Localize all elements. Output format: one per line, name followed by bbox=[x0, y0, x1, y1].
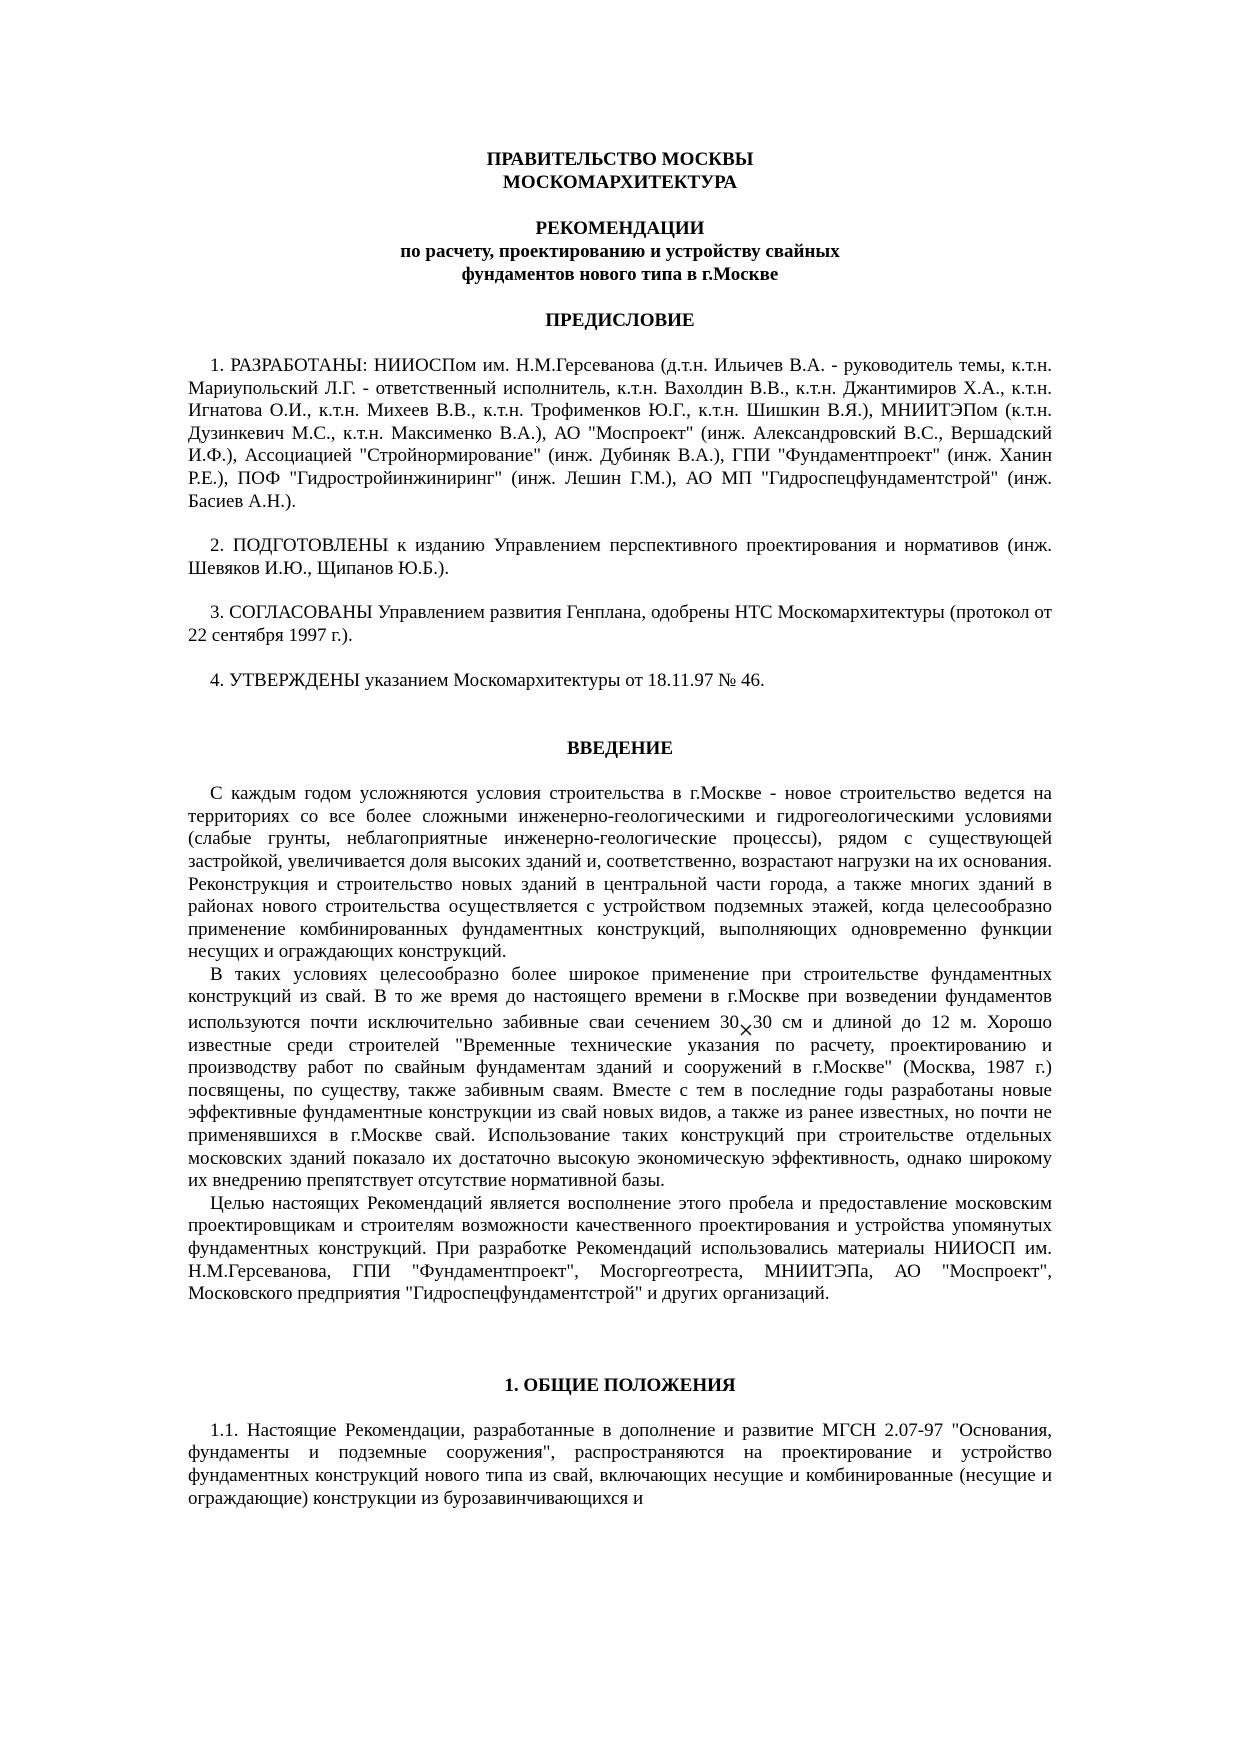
introduction-paragraph-1: С каждым годом усложняются условия строительства в г.Москве - новое строительство ведется на территориях со все более сложными инженерно-геологическими и гидрогеологическими условиями (слабые грунты, неблагоприятные инженерно-геологические процессы), рядом с существующей застройкой, увеличивается доля высоких зданий и, соответственно, возрастают нагрузки на их основания. Реконструкция и строительство новых зданий в центральной части города, а также многих зданий в районах нового строительства осуществляется с устройством подземных этажей, когда целесообразно применение комбинированных фундаментных конструкций, выполняющих одновременно функции несущих и ограждающих конструкций. bbox=[188, 783, 1052, 963]
agency-line: МОСКОМАРХИТЕКТУРА bbox=[502, 172, 738, 193]
document-title-block bbox=[188, 217, 1052, 286]
document-subtitle-line2: фундаментов нового типа в г.Москве bbox=[461, 264, 779, 285]
document-title: РЕКОМЕНДАЦИИ bbox=[535, 218, 705, 239]
foreword-paragraph-1: 1. РАЗРАБОТАНЫ: НИИОСПом им. Н.М.Герсеванова (д.т.н. Ильичев В.А. - руководитель темы, к.т.н. Мариупольский Л.Г. - ответственный исполнитель, к.т.н. Вахолдин В.В., к.т.н. Джантимиров Х.А., к.т.н. Игнатова О.И., к.т.н. Михеев В.В., к.т.н. Трофименков Ю.Г., к.т.н. Шишкин В.Я.), МНИИТЭПом (к.т.н. Дузинкевич М.С., к.т.н. Максименко В.А.), АО "Моспроект" (инж. Александровский В.С., Вершадский И.Ф.), Ассоциацией "Стройнормирование" (инж. Дубиняк В.А.), ГПИ "Фундаментпроект" (инж. Ханин Р.Е.), ПОФ "Гидростройинжиниринг" (инж. Лешин Г.М.), АО МП "Гидроспецфундаментстрой" (инж. Басиев А.Н.). bbox=[188, 355, 1052, 512]
introduction-heading: ВВЕДЕНИЕ bbox=[567, 738, 673, 760]
foreword-paragraph-2: 2. ПОДГОТОВЛЕНЫ к изданию Управлением перспективного проектирования и нормативов (инж. Шевяков И.Ю., Щипанов Ю.Б.). bbox=[188, 535, 1052, 579]
document-header bbox=[188, 148, 1052, 194]
government-line: ПРАВИТЕЛЬСТВО МОСКВЫ bbox=[486, 149, 754, 170]
introduction-paragraph-2 bbox=[188, 964, 1052, 1193]
introduction-paragraph-2-end: 30 см и длиной до 12 м. Хорошо известные среди строителей "Временные технические указания по расчету, проектированию и производству работ по свайным фундаментам зданий и сооружений в г.Москве" (Москва, 1987 г.) посвящены, по существу, также забивным сваям. Вместе с тем в последние годы разработаны новые эффективные фундаментные конструкции из свай новых видов, а также из ранее известных, но почти не применявшихся в г.Москве свай. Использование таких конструкций при строительстве отдельных московских зданий показало их достаточно высокую экономическую эффективность, однако широкому их внедрению препятствует отсутствие нормативной базы. bbox=[188, 1012, 1052, 1192]
foreword-heading: ПРЕДИСЛОВИЕ bbox=[545, 310, 695, 331]
foreword-paragraph-3: 3. СОГЛАСОВАНЫ Управлением развития Генплана, одобрены НТС Москомархитектуры (протокол от 22 сентября 1997 г.). bbox=[188, 602, 1052, 646]
introduction-paragraph-2-start: В таких условиях целесообразно более широкое применение при строительстве фундаментных конструкций из свай. В то же время до настоящего времени в г.Москве при возведении фундаментов используются почти исключительно забивные сваи сечением 30 bbox=[188, 963, 1052, 1034]
document-subtitle-line1: по расчету, проектированию и устройству свайных bbox=[400, 241, 840, 262]
document-page bbox=[188, 148, 1052, 1510]
section-1-heading: 1. ОБЩИЕ ПОЛОЖЕНИЯ bbox=[504, 1374, 736, 1396]
foreword-paragraph-4: 4. УТВЕРЖДЕНЫ указанием Москомархитектуры от 18.11.97 № 46. bbox=[210, 669, 765, 691]
multiplication-sign-icon bbox=[739, 1009, 753, 1028]
section-1-paragraph-1: 1.1. Настоящие Рекомендации, разработанные в дополнение и развитие МГСН 2.07-97 "Основания, фундаменты и подземные сооружения", распространяются на проектирование и устройство фундаментных конструкций нового типа из свай, включающих несущие и комбинированные (несущие и ограждающие) конструкции из бурозавинчивающихся и bbox=[188, 1419, 1052, 1509]
introduction-paragraph-3: Целью настоящих Рекомендаций является восполнение этого пробела и предоставление московским проектировщикам и строителям возможности качественного проектирования и устройства упомянутых фундаментных конструкций. При разработке Рекомендаций использовались материалы НИИОСП им. Н.М.Герсеванова, ГПИ "Фундаментпроект", Мосгоргеотреста, МНИИТЭПа, АО "Моспроект", Московского предприятия "Гидроспецфундаментстрой" и других организаций. bbox=[188, 1192, 1052, 1305]
